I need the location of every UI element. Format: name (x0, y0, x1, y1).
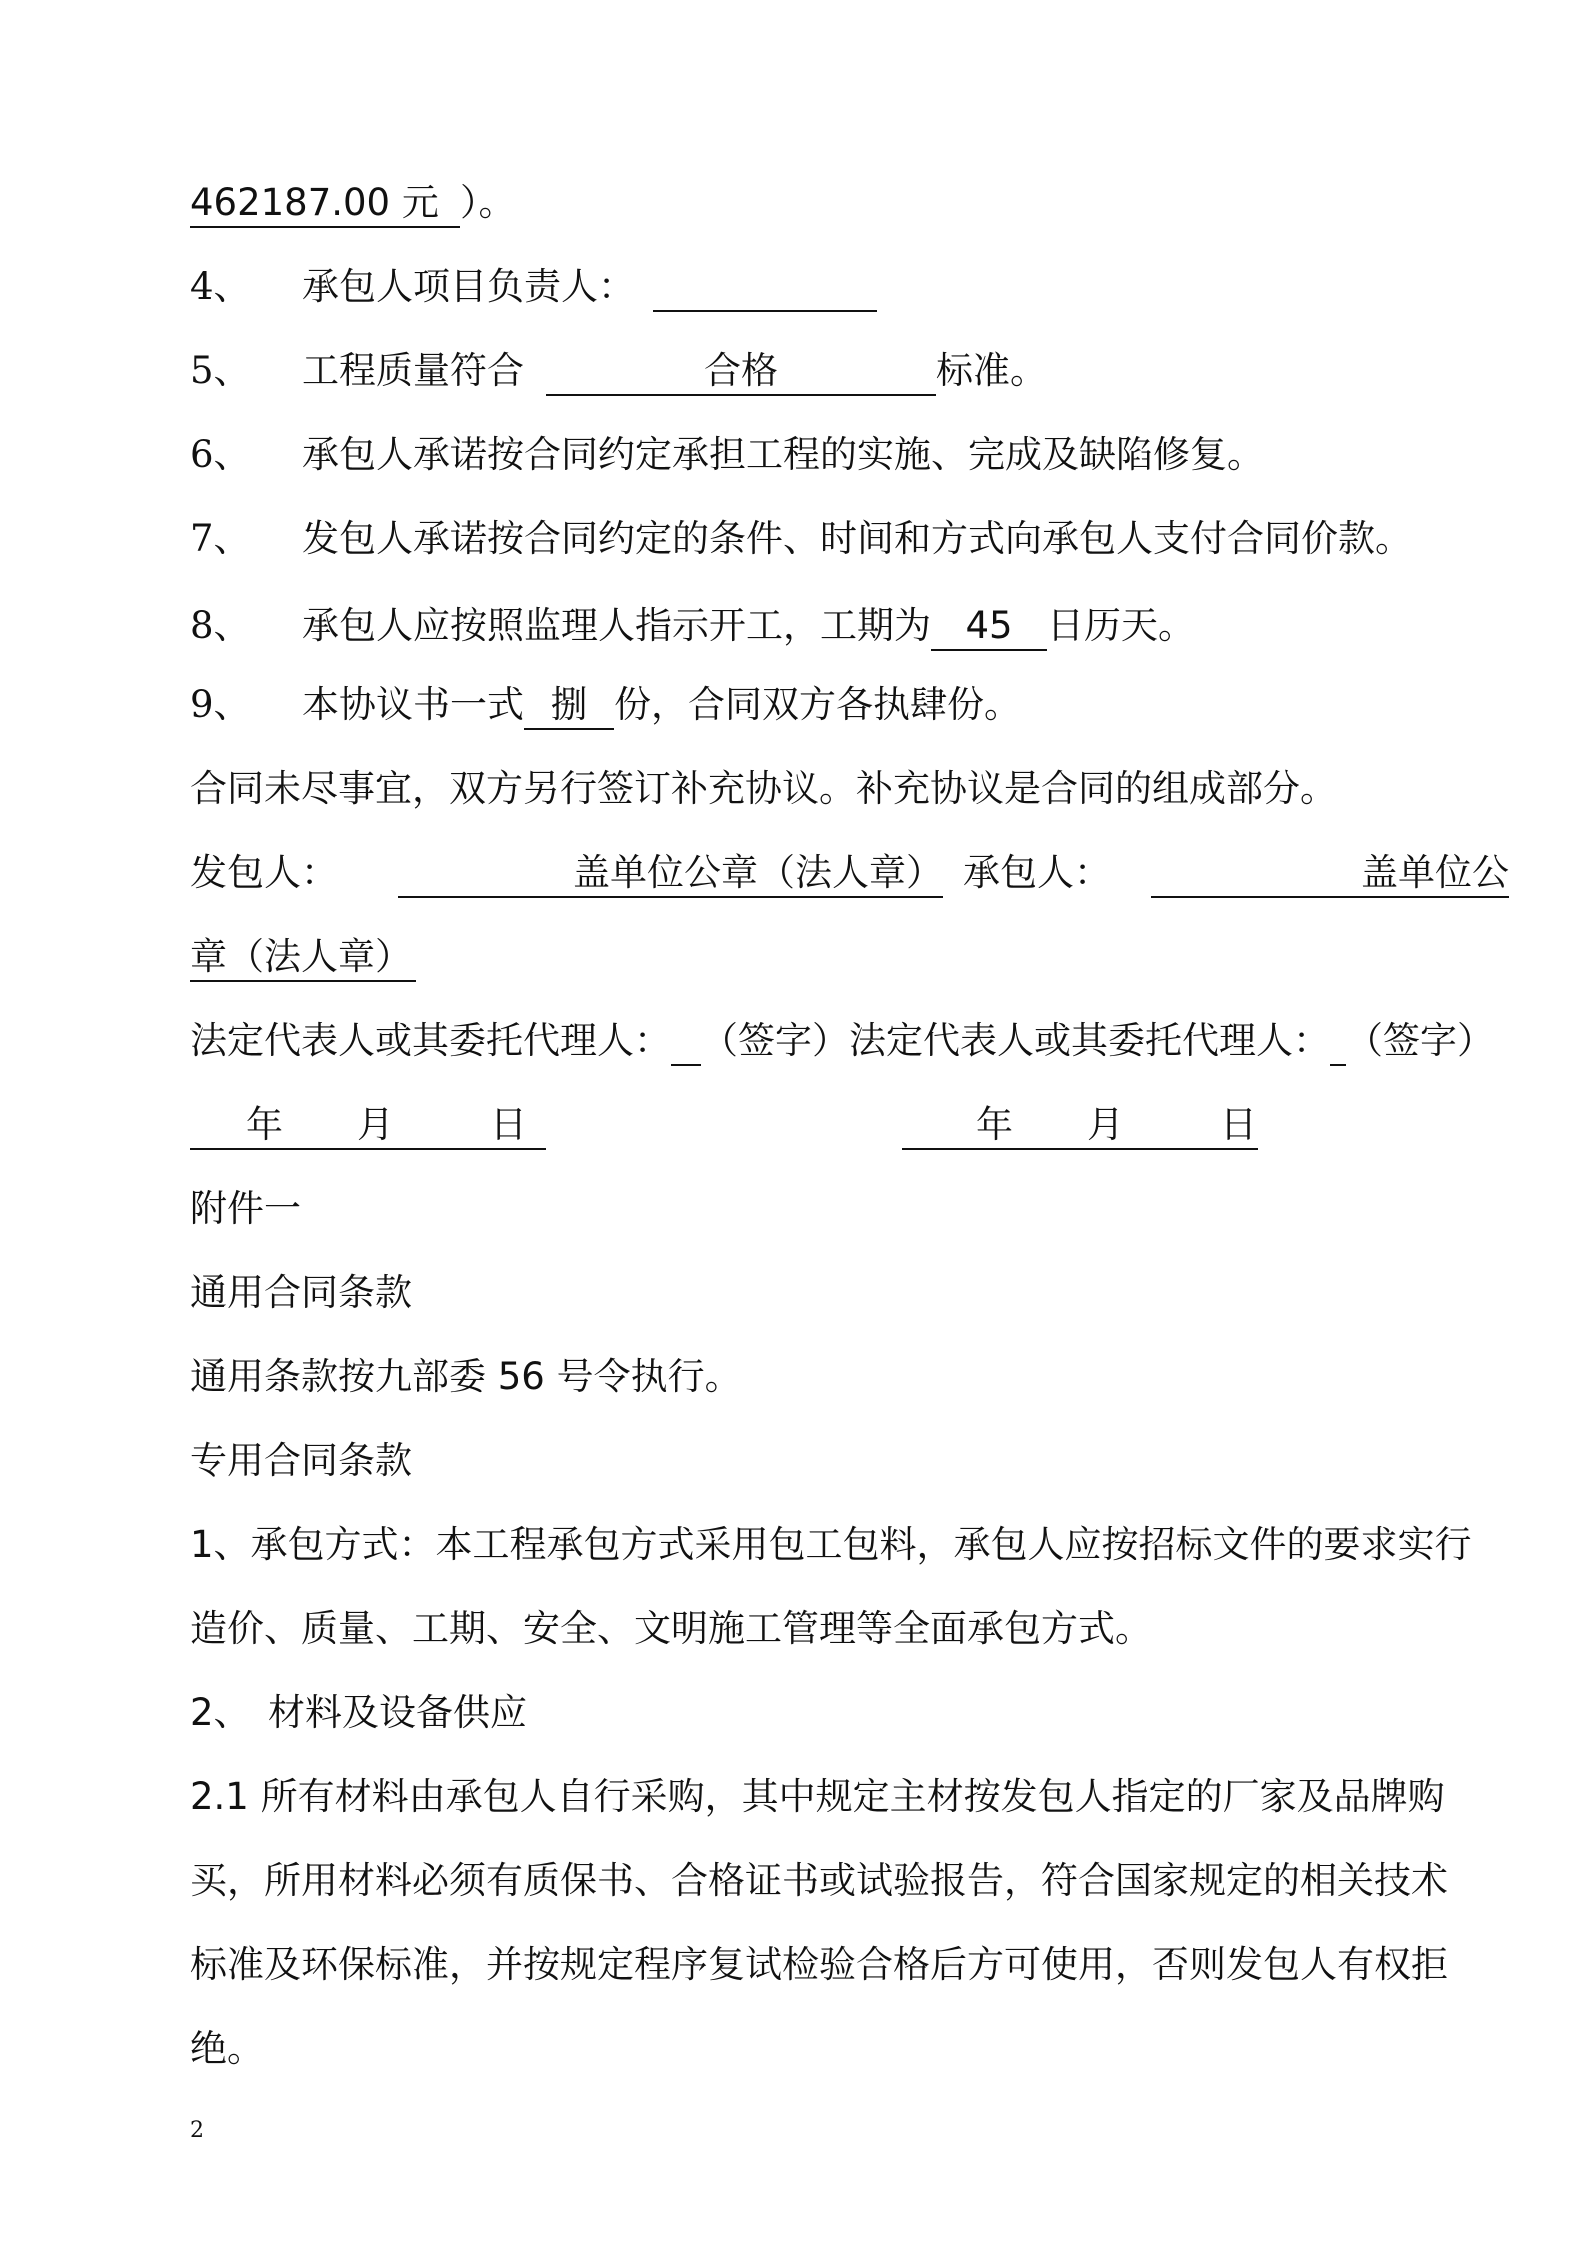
item-number: 7、 (190, 517, 251, 560)
item-9 (190, 680, 1021, 730)
amount-tail: ）。 (460, 181, 516, 224)
date-a-year: 年 (246, 1103, 283, 1146)
quality-value: 合格 (704, 349, 778, 392)
copies-field[interactable] (524, 682, 614, 730)
general-terms-title: 通用合同条款 (190, 1271, 412, 1314)
party-b-seal-field[interactable] (1151, 850, 1509, 898)
clause-2-text: 材料及设备供应 (268, 1691, 527, 1734)
party-a-seal-field[interactable] (398, 850, 943, 898)
rep-a-sign-field[interactable] (671, 1018, 701, 1066)
signature-parties (190, 848, 1509, 898)
project-manager-field[interactable] (653, 264, 877, 312)
general-terms-text: 通用条款按九部委 56 号令执行。 (190, 1355, 742, 1398)
rep-b-sign: （签字） (1346, 1019, 1494, 1062)
duration-value: 45 (965, 604, 1013, 647)
item-prefix: 工程质量符合 (302, 349, 524, 392)
party-b-seal-field-2 (190, 934, 416, 982)
amount-value: 462187.00 元 (190, 181, 439, 224)
item-suffix: 日历天。 (1047, 604, 1195, 647)
supplement-note: 合同未尽事宜，双方另行签订补充协议。补充协议是合同的组成部分。 (190, 767, 1337, 810)
rep-b-label: 法定代表人或其委托代理人： (849, 1019, 1330, 1062)
amount-field (190, 180, 460, 228)
special-terms-title: 专用合同条款 (190, 1439, 412, 1482)
item-prefix: 承包人应按照监理人指示开工，工期为 (302, 604, 931, 647)
party-b-seal-continued (190, 932, 416, 982)
amount-line (190, 178, 516, 228)
clause-1-line-2: 造价、质量、工期、安全、文明施工管理等全面承包方式。 (190, 1607, 1152, 1650)
rep-a-sign: （签字） (701, 1019, 849, 1062)
item-8 (190, 601, 1195, 651)
clause-2-1-line-1: 2.1 所有材料由承包人自行采购，其中规定主材按发包人指定的厂家及品牌购 (190, 1775, 1445, 1818)
item-7 (190, 514, 1412, 564)
date-a-day: 日 (490, 1103, 527, 1146)
clause-2 (190, 1688, 527, 1738)
clause-2-1-line-4: 绝。 (190, 2027, 264, 2070)
date-b-year: 年 (976, 1103, 1013, 1146)
rep-b-sign-field[interactable] (1330, 1018, 1346, 1066)
clause-2-1-line-3: 标准及环保标准，并按规定程序复试检验合格后方可使用，否则发包人有权拒 (190, 1943, 1448, 1986)
party-b-label: 承包人： (963, 851, 1111, 894)
quality-field[interactable] (546, 348, 936, 396)
date-b-day: 日 (1220, 1103, 1257, 1146)
item-suffix: 标准。 (936, 349, 1047, 392)
item-text: 发包人承诺按合同约定的条件、时间和方式向承包人支付合同价款。 (302, 517, 1412, 560)
item-suffix: 份，合同双方各执肆份。 (614, 683, 1021, 726)
item-text: 承包人项目负责人： (302, 265, 635, 308)
item-number: 8、 (190, 604, 251, 647)
item-text: 承包人承诺按合同约定承担工程的实施、完成及缺陷修复。 (302, 433, 1264, 476)
clause-2-number: 2、 (190, 1691, 251, 1734)
date-row (190, 1100, 1258, 1150)
date-b-month: 月 (1087, 1103, 1124, 1146)
party-a-label: 发包人： (190, 851, 338, 894)
item-prefix: 本协议书一式 (302, 683, 524, 726)
item-6 (190, 430, 1264, 480)
party-a-seal: 盖单位公章（法人章） (573, 851, 943, 894)
item-5 (190, 346, 1047, 396)
duration-field[interactable] (931, 603, 1047, 651)
item-4 (190, 262, 877, 312)
item-number: 6、 (190, 433, 251, 476)
party-b-seal-2: 章（法人章） (190, 935, 412, 978)
party-b-seal: 盖单位公 (1361, 851, 1509, 894)
date-a-month: 月 (357, 1103, 394, 1146)
date-b-field[interactable] (902, 1102, 1258, 1150)
attachment-title: 附件一 (190, 1187, 301, 1230)
rep-a-label: 法定代表人或其委托代理人： (190, 1019, 671, 1062)
page-number: 2 (190, 2118, 204, 2143)
item-number: 5、 (190, 349, 251, 392)
item-number: 9、 (190, 683, 251, 726)
item-number: 4、 (190, 265, 251, 308)
clause-1-line-1: 1、承包方式：本工程承包方式采用包工包料，承包人应按招标文件的要求实行 (190, 1523, 1472, 1566)
copies-value: 捌 (550, 683, 588, 726)
clause-2-1-line-2: 买，所用材料必须有质保书、合格证书或试验报告，符合国家规定的相关技术 (190, 1859, 1448, 1902)
date-a-field[interactable] (190, 1102, 546, 1150)
representatives (190, 1016, 1494, 1066)
